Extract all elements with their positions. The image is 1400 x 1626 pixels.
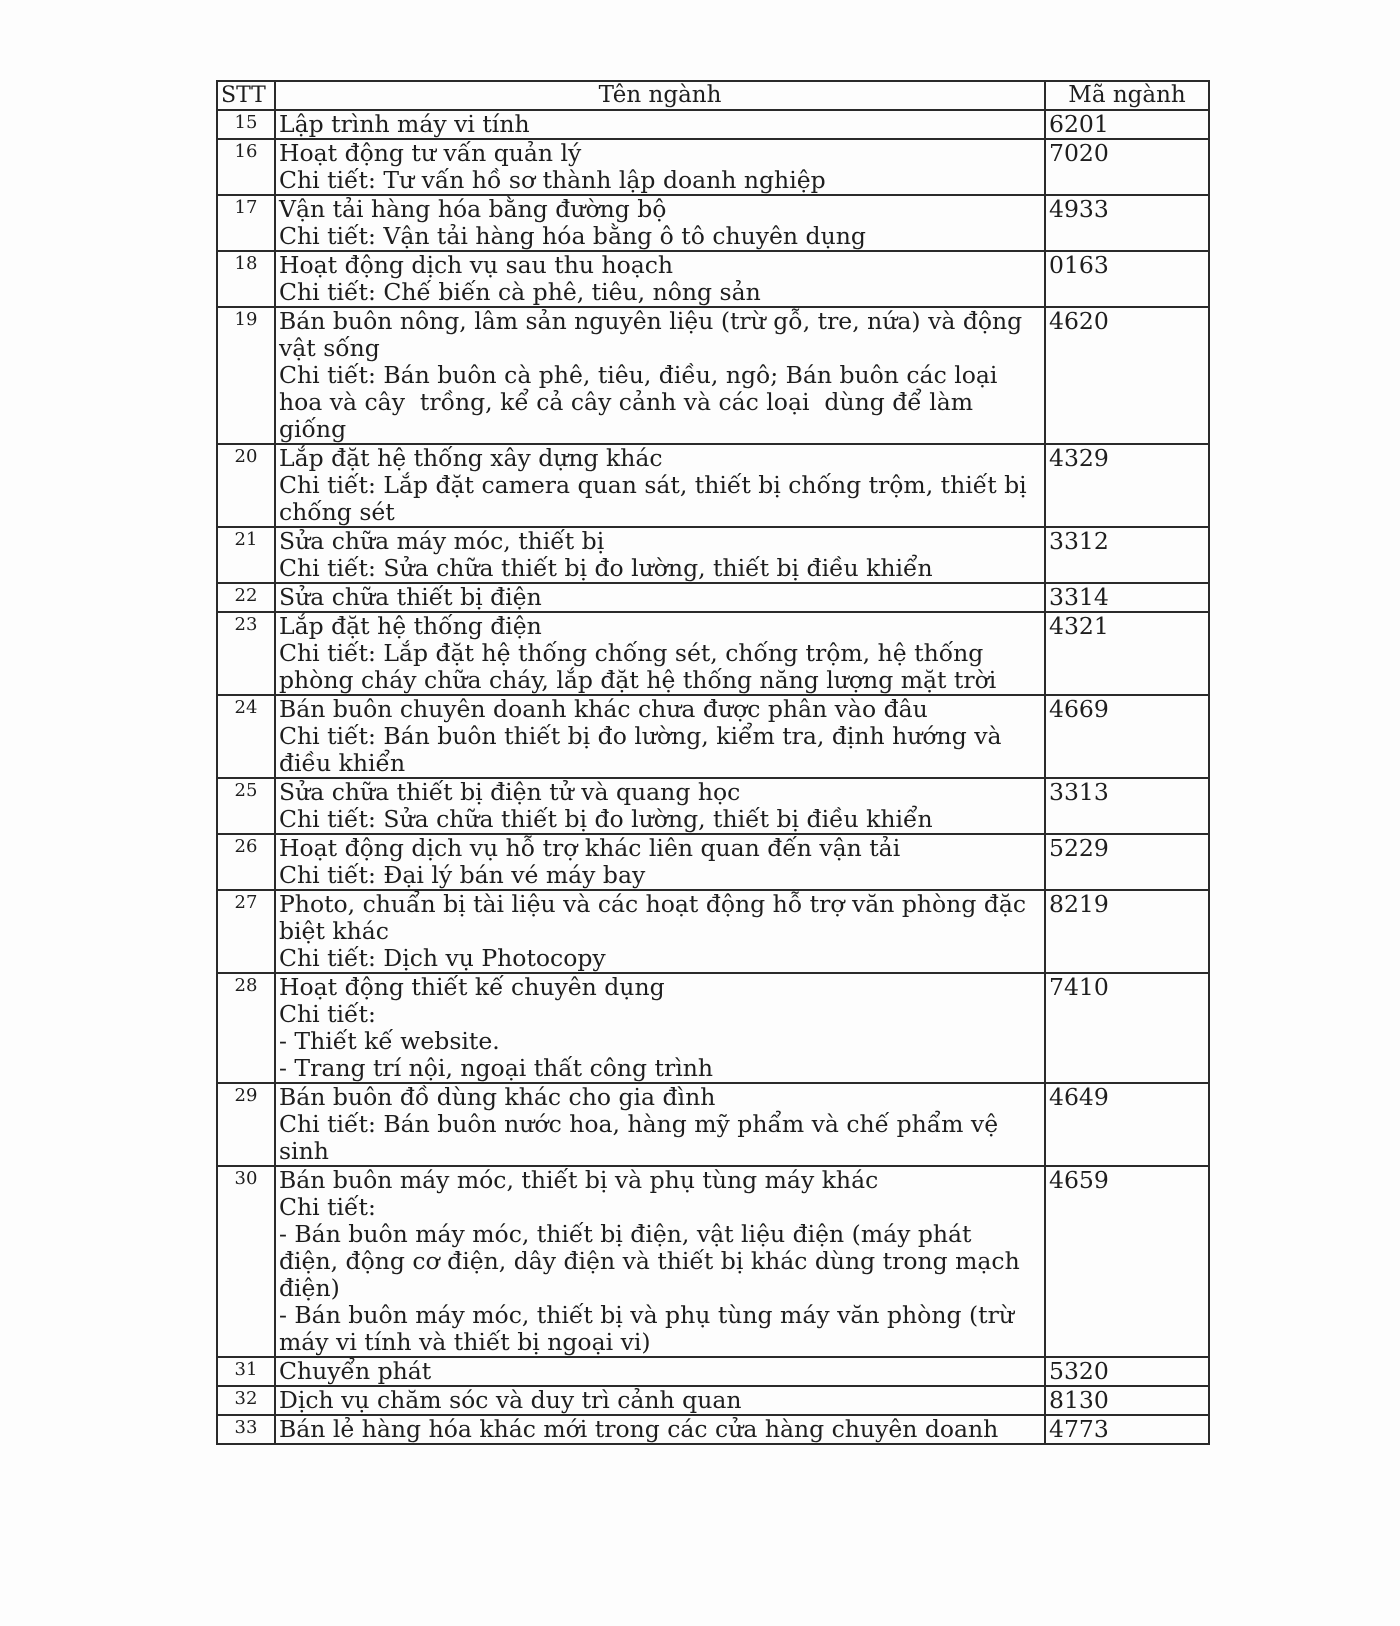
- business-name-line: Chi tiết: Sửa chữa thiết bị đo lường, thiết bị điều khiển: [279, 554, 933, 582]
- business-name-line: Chi tiết: Vận tải hàng hóa bằng ô tô chuyên dụng: [279, 222, 866, 250]
- business-name-line: - Bán buôn máy móc, thiết bị điện, vật liệu điện (máy phát: [279, 1220, 972, 1248]
- business-name-line: Chi tiết: Tư vấn hồ sơ thành lập doanh nghiệp: [279, 166, 826, 194]
- row-business-name: [275, 1083, 1045, 1166]
- business-name-line: Hoạt động dịch vụ hỗ trợ khác liên quan đến vận tải: [279, 834, 901, 862]
- business-name-line: vật sống: [279, 334, 380, 362]
- business-name-line: Chi tiết: Đại lý bán vé máy bay: [279, 861, 646, 889]
- row-business-code: 4669: [1045, 695, 1209, 778]
- row-stt: 16: [217, 139, 275, 195]
- row-business-code: 8130: [1045, 1386, 1209, 1415]
- row-business-code: 8219: [1045, 890, 1209, 973]
- business-name-line: Bán buôn đồ dùng khác cho gia đình: [279, 1083, 716, 1111]
- row-stt: 31: [217, 1357, 275, 1386]
- row-business-name: [275, 444, 1045, 527]
- row-stt: 23: [217, 612, 275, 695]
- table-row: [217, 1083, 1209, 1166]
- row-stt: 25: [217, 778, 275, 834]
- row-stt: 15: [217, 110, 275, 139]
- table-row: [217, 527, 1209, 583]
- row-stt: 22: [217, 583, 275, 612]
- row-stt: 18: [217, 251, 275, 307]
- row-business-name: [275, 583, 1045, 612]
- business-name-line: Lập trình máy vi tính: [279, 110, 530, 138]
- business-name-line: Hoạt động dịch vụ sau thu hoạch: [279, 251, 674, 279]
- business-name-line: Vận tải hàng hóa bằng đường bộ: [279, 195, 667, 223]
- table-row: [217, 973, 1209, 1083]
- row-stt: 19: [217, 307, 275, 444]
- business-name-line: Chi tiết: Bán buôn thiết bị đo lường, kiểm tra, định hướng và: [279, 722, 1002, 750]
- row-business-code: 5320: [1045, 1357, 1209, 1386]
- row-business-name: [275, 695, 1045, 778]
- business-name-line: Chi tiết: Lắp đặt camera quan sát, thiết bị chống trộm, thiết bị: [279, 471, 1027, 499]
- table-row: [217, 1415, 1209, 1444]
- table-row: [217, 778, 1209, 834]
- table-row: [217, 251, 1209, 307]
- row-business-code: 3312: [1045, 527, 1209, 583]
- business-name-line: Hoạt động tư vấn quản lý: [279, 139, 582, 167]
- business-name-line: Chuyển phát: [279, 1357, 432, 1385]
- table-row: [217, 195, 1209, 251]
- business-name-line: Chi tiết: Bán buôn cà phê, tiêu, điều, ngô; Bán buôn các loại: [279, 361, 998, 389]
- business-name-line: Sửa chữa thiết bị điện tử và quang học: [279, 778, 741, 806]
- business-name-line: Bán buôn chuyên doanh khác chưa được phân vào đâu: [279, 695, 928, 723]
- business-name-line: Dịch vụ chăm sóc và duy trì cảnh quan: [279, 1386, 742, 1414]
- business-name-line: biệt khác: [279, 917, 389, 945]
- business-name-line: Chi tiết: Sửa chữa thiết bị đo lường, thiết bị điều khiển: [279, 805, 933, 833]
- business-name-line: Photo, chuẩn bị tài liệu và các hoạt động hỗ trợ văn phòng đặc: [279, 890, 1027, 918]
- business-name-line: phòng cháy chữa cháy, lắp đặt hệ thống năng lượng mặt trời: [279, 666, 997, 694]
- row-business-name: [275, 195, 1045, 251]
- row-business-code: 6201: [1045, 110, 1209, 139]
- row-business-code: 4933: [1045, 195, 1209, 251]
- table-row: [217, 583, 1209, 612]
- row-business-name: [275, 834, 1045, 890]
- table-row: [217, 307, 1209, 444]
- business-name-line: điều khiển: [279, 749, 406, 777]
- table-row: [217, 695, 1209, 778]
- business-name-line: - Thiết kế website.: [279, 1027, 500, 1055]
- table-body: [217, 110, 1209, 1444]
- header-business-code: Mã ngành: [1045, 81, 1209, 110]
- business-name-line: - Trang trí nội, ngoại thất công trình: [279, 1054, 714, 1082]
- business-name-line: Lắp đặt hệ thống xây dựng khác: [279, 444, 663, 472]
- row-stt: 26: [217, 834, 275, 890]
- business-name-line: Sửa chữa máy móc, thiết bị: [279, 527, 605, 555]
- business-name-line: Lắp đặt hệ thống điện: [279, 612, 542, 640]
- row-business-name: [275, 973, 1045, 1083]
- table-row: [217, 110, 1209, 139]
- business-lines-table: [216, 80, 1210, 1445]
- row-business-code: 5229: [1045, 834, 1209, 890]
- row-business-code: 4321: [1045, 612, 1209, 695]
- business-name-line: giống: [279, 415, 347, 443]
- row-business-name: [275, 251, 1045, 307]
- table-row: [217, 1386, 1209, 1415]
- row-stt: 21: [217, 527, 275, 583]
- business-name-line: chống sét: [279, 498, 395, 526]
- business-name-line: Hoạt động thiết kế chuyên dụng: [279, 973, 665, 1001]
- row-business-name: [275, 890, 1045, 973]
- row-stt: 28: [217, 973, 275, 1083]
- row-stt: 30: [217, 1166, 275, 1357]
- business-name-line: - Bán buôn máy móc, thiết bị và phụ tùng máy văn phòng (trừ: [279, 1301, 1014, 1329]
- row-business-name: [275, 778, 1045, 834]
- row-business-name: [275, 612, 1045, 695]
- row-business-code: 4773: [1045, 1415, 1209, 1444]
- row-business-code: 0163: [1045, 251, 1209, 307]
- table-row: [217, 612, 1209, 695]
- row-stt: 32: [217, 1386, 275, 1415]
- table-row: [217, 834, 1209, 890]
- row-business-code: 4649: [1045, 1083, 1209, 1166]
- row-stt: 17: [217, 195, 275, 251]
- row-stt: 24: [217, 695, 275, 778]
- business-name-line: Chi tiết: Dịch vụ Photocopy: [279, 944, 606, 972]
- business-name-line: Bán buôn máy móc, thiết bị và phụ tùng máy khác: [279, 1166, 879, 1194]
- row-stt: 27: [217, 890, 275, 973]
- table-row: [217, 139, 1209, 195]
- row-business-code: 4659: [1045, 1166, 1209, 1357]
- business-name-line: điện): [279, 1274, 340, 1302]
- table-row: [217, 1166, 1209, 1357]
- business-name-line: Chi tiết:: [279, 1193, 376, 1221]
- business-name-line: Sửa chữa thiết bị điện: [279, 583, 542, 611]
- table-row: [217, 890, 1209, 973]
- business-name-line: Chi tiết: Chế biến cà phê, tiêu, nông sản: [279, 278, 761, 306]
- business-name-line: Chi tiết:: [279, 1000, 376, 1028]
- row-business-code: 4620: [1045, 307, 1209, 444]
- business-name-line: máy vi tính và thiết bị ngoại vi): [279, 1328, 651, 1356]
- header-business-name: Tên ngành: [275, 81, 1045, 110]
- business-name-line: Chi tiết: Lắp đặt hệ thống chống sét, chống trộm, hệ thống: [279, 639, 984, 667]
- row-business-name: [275, 139, 1045, 195]
- table-header-row: [217, 81, 1209, 110]
- row-business-name: [275, 1357, 1045, 1386]
- row-business-name: [275, 1415, 1045, 1444]
- business-name-line: Chi tiết: Bán buôn nước hoa, hàng mỹ phẩm và chế phẩm vệ: [279, 1110, 999, 1138]
- table-row: [217, 1357, 1209, 1386]
- business-name-line: sinh: [279, 1137, 329, 1165]
- row-business-code: 7020: [1045, 139, 1209, 195]
- row-business-name: [275, 1166, 1045, 1357]
- row-business-name: [275, 1386, 1045, 1415]
- business-name-line: Bán buôn nông, lâm sản nguyên liệu (trừ gỗ, tre, nứa) và động: [279, 307, 1023, 335]
- row-business-code: 7410: [1045, 973, 1209, 1083]
- row-stt: 29: [217, 1083, 275, 1166]
- business-name-line: hoa và cây trồng, kể cả cây cảnh và các loại dùng để làm: [279, 388, 974, 416]
- row-stt: 33: [217, 1415, 275, 1444]
- business-name-line: điện, động cơ điện, dây điện và thiết bị khác dùng trong mạch: [279, 1247, 1020, 1275]
- row-business-name: [275, 527, 1045, 583]
- table-row: [217, 444, 1209, 527]
- row-business-name: [275, 307, 1045, 444]
- header-stt: STT: [217, 81, 275, 110]
- row-business-code: 3314: [1045, 583, 1209, 612]
- business-name-line: Bán lẻ hàng hóa khác mới trong các cửa hàng chuyên doanh: [279, 1415, 999, 1443]
- row-business-code: 4329: [1045, 444, 1209, 527]
- row-business-name: [275, 110, 1045, 139]
- row-business-code: 3313: [1045, 778, 1209, 834]
- row-stt: 20: [217, 444, 275, 527]
